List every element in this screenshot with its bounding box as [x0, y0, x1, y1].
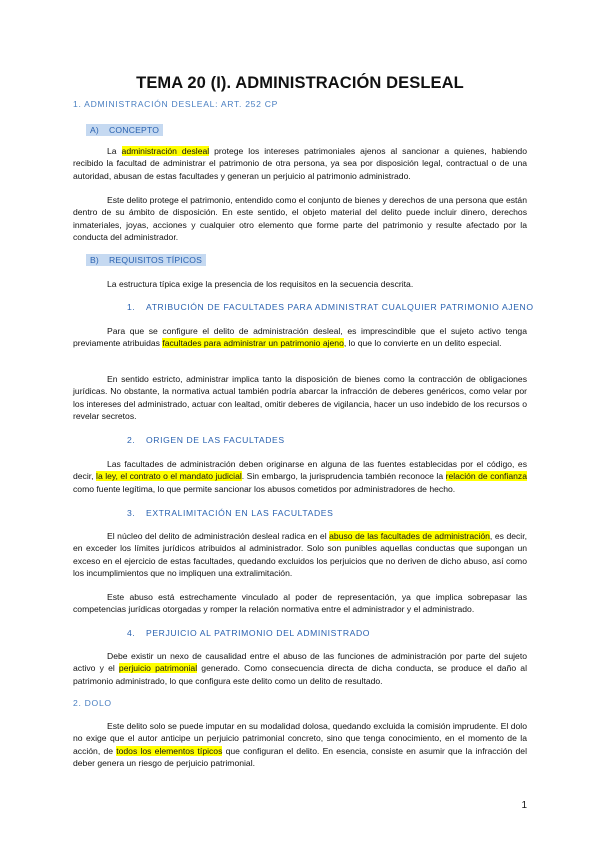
- section-heading-2: 2. DOLO: [73, 698, 112, 708]
- paragraph-origen: Las facultades de administración deben originarse en alguna de las fuentes establecidas por el código, es decir, la ley, el contrato o el mandato judicial. Sin embargo, la jurisprudencia también reconoce la relación de confianza como fuente legítima, lo que permite sancionar los abusos cometidos por administradores de hecho.: [73, 459, 527, 494]
- paragraph-concepto-2: Este delito protege el patrimonio, entendido como el conjunto de bienes y derechos de una persona que están dentro de su ámbito de disposición. En este sentido, el objeto material del delito puede incluir dinero, derechos inmateriales, joyas, acciones y cualquier otro elemento que forme parte del patrimonio y resulte afectado por la conducta del administrador.: [73, 195, 527, 243]
- subheading-a-label: CONCEPTO: [109, 125, 160, 135]
- highlight: facultades para administrar un patrimonio ajeno: [162, 338, 344, 349]
- paragraph-perjuicio: Debe existir un nexo de causalidad entre el abuso de las funciones de administración por parte del sujeto activo y el perjuicio patrimonial generado. Como consecuencia directa de dicha conducta, se produce el daño al patrimonio administrado, lo que configura este delito como un delito de resultado.: [73, 651, 527, 686]
- paragraph-concepto-1: La administración desleal protege los intereses patrimoniales ajenos al sancionar a quienes, habiendo recibido la facultad de administrar el patrimonio de otra persona, ya sea por disposición legal, contractual o de una autoridad, abusan de estas facultades y generan un perjuicio al patrimonio administrado.: [73, 146, 527, 181]
- highlight: abuso de las facultades de administración: [329, 531, 490, 541]
- section-heading-1: 1. ADMINISTRACIÓN DESLEAL: ART. 252 CP: [73, 99, 279, 109]
- paragraph-extralimitacion-1: El núcleo del delito de administración desleal radica en el abuso de las facultades de administración, es decir, en exceder los límites jurídicos atribuidos al administrador. Solo son punibles aquellas conductas que supongan un exceso en el ejercicio de estas facultades, quedando excluidos los perjuicios que no deriven de dicho abuso, así como los incumplimientos que no impliquen una extralimitación.: [73, 531, 527, 579]
- requirement-heading-2: 2. ORIGEN DE LAS FACULTADES: [127, 435, 285, 445]
- page-title: TEMA 20 (I). ADMINISTRACIÓN DESLEAL: [136, 74, 464, 92]
- paragraph-atribucion-1: Para que se configure el delito de administración desleal, es imprescindible que el sujeto activo tenga previamente atribuidas facultades para administrar un patrimonio ajeno, lo que lo convierte en un delito especial.: [73, 326, 527, 349]
- highlight: administración desleal: [121, 146, 210, 156]
- paragraph-extralimitacion-2: Este abuso está estrechamente vinculado al poder de representación, ya que implica sobrepasar las competencias jurídicas otorgadas y romper la relación normativa entre el administrador y el administrado.: [73, 592, 527, 615]
- highlight: todos los elementos típicos: [116, 745, 223, 756]
- highlight: relación de confianza: [445, 471, 527, 482]
- paragraph-atribucion-2: En sentido estricto, administrar implica tanto la disposición de bienes como la contracción de obligaciones jurídicas. No obstante, la normativa actual también podría abarcar la infracción de deberes genéricos, como velar por los intereses del administrado, actuar con lealtad, omitir deberes de vigilancia, hacer un uso indebido de los recursos o revelar secretos.: [73, 374, 527, 422]
- subheading-b-letter: B): [90, 255, 99, 265]
- requirement-heading-3: 3. EXTRALIMITACIÓN EN LAS FACULTADES: [127, 508, 334, 518]
- paragraph-requisitos: La estructura típica exige la presencia de los requisitos en la secuencia descrita.: [107, 279, 414, 289]
- highlight: la ley, el contrato o el mandato judicial: [96, 471, 242, 482]
- subheading-a: [86, 124, 163, 136]
- subheading-a-letter: A): [90, 125, 99, 135]
- paragraph-dolo: Este delito solo se puede imputar en su modalidad dolosa, quedando excluida la comisión imprudente. El dolo no exige que el autor anticipe un perjuicio patrimonial concreto, sino que tenga conocimiento, en el momento de la acción, de todos los elementos típicos que configuran el delito. En esencia, consiste en asumir que la infracción del deber genera un riesgo de perjuicio patrimonial.: [73, 721, 527, 769]
- subheading-b-label: REQUISITOS TÍPICOS: [109, 255, 203, 265]
- highlight: perjuicio patrimonial: [118, 663, 198, 674]
- requirement-heading-1: 1. ATRIBUCIÓN DE FACULTADES PARA ADMINISTRAT CUALQUIER PATRIMONIO AJENO: [127, 302, 534, 312]
- page-number: 1: [521, 800, 527, 811]
- requirement-heading-4: 4. PERJUICIO AL PATRIMONIO DEL ADMINISTRADO: [127, 628, 371, 638]
- subheading-b: [86, 254, 206, 266]
